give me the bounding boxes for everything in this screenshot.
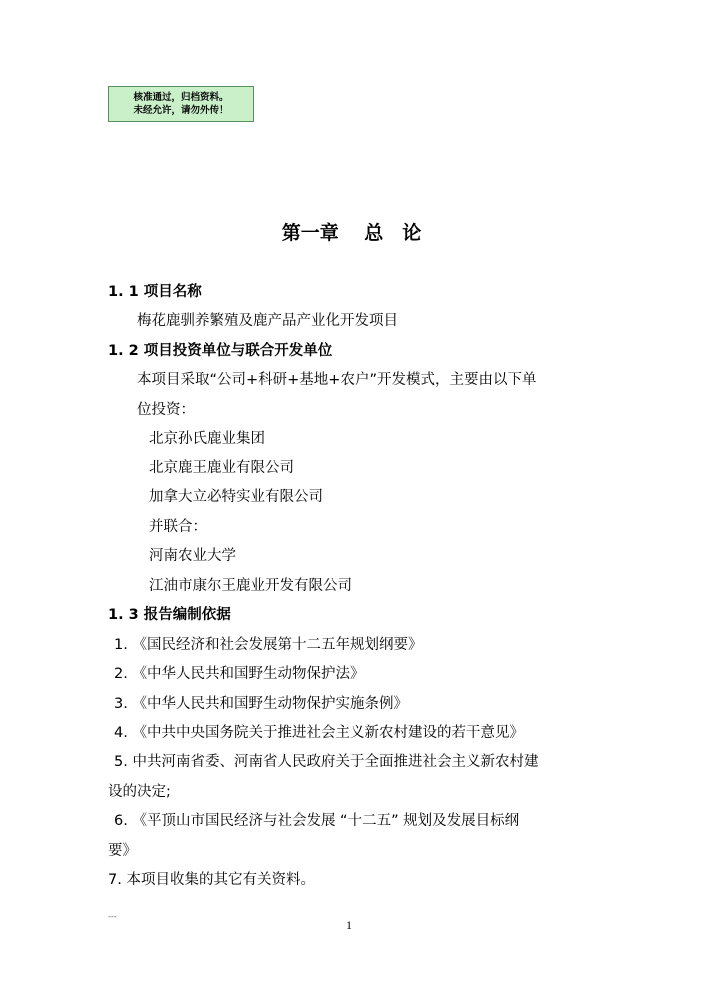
footer-mark: --- <box>108 912 117 921</box>
basis-item-continuation: 要》 <box>108 843 137 859</box>
chapter-title: 第一章 总 论 <box>281 222 422 244</box>
section-2-heading: 1. 2 项目投资单位与联合开发单位 <box>108 343 333 359</box>
basis-item: 6. 《平顶山市国民经济与社会发展 “十二五” 规划及发展目标纲 <box>114 813 520 829</box>
basis-item: 1. 《国民经济和社会发展第十二五年规划纲要》 <box>114 637 423 653</box>
basis-item: 3. 《中华人民共和国野生动物保护实施条例》 <box>114 696 408 712</box>
section-2-body-line-1: 本项目采取“公司+科研+基地+农户”开发模式，主要由以下单 <box>137 372 537 388</box>
approval-stamp <box>108 86 254 122</box>
page-number: 1 <box>346 918 352 932</box>
investor-item: 河南农业大学 <box>149 548 236 564</box>
section-2-body-line-2: 位投资： <box>137 402 195 418</box>
stamp-line-1: 核准通过，归档资料。 <box>133 92 229 103</box>
section-1-body: 梅花鹿驯养繁殖及鹿产品产业化开发项目 <box>137 313 398 329</box>
basis-item-continuation: 设的决定; <box>108 784 171 800</box>
basis-item: 2. 《中华人民共和国野生动物保护法》 <box>114 666 365 682</box>
basis-item: 7. 本项目收集的其它有关资料。 <box>108 872 315 888</box>
investor-item: 北京鹿王鹿业有限公司 <box>149 460 294 476</box>
investor-item: 江油市康尔王鹿业开发有限公司 <box>149 578 352 594</box>
investor-item: 北京孙氏鹿业集团 <box>149 431 265 447</box>
basis-item: 4. 《中共中央国务院关于推进社会主义新农村建设的若干意见》 <box>114 725 524 741</box>
investor-item: 并联合： <box>149 519 207 535</box>
investor-item: 加拿大立必特实业有限公司 <box>149 489 323 505</box>
basis-item: 5. 中共河南省委、河南省人民政府关于全面推进社会主义新农村建 <box>114 754 539 770</box>
section-3-heading: 1. 3 报告编制依据 <box>108 607 231 623</box>
stamp-line-2: 未经允许，请勿外传！ <box>133 105 229 116</box>
section-1-heading: 1. 1 项目名称 <box>108 284 202 300</box>
